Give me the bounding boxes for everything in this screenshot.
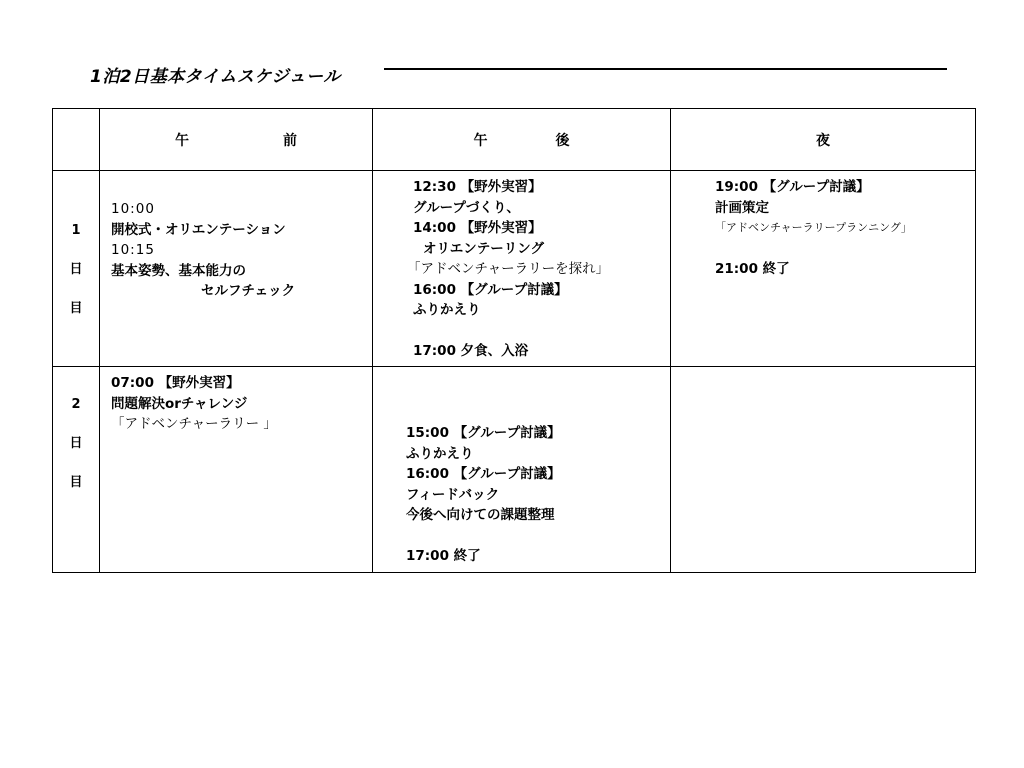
day1-afternoon-line: グループづくり、 <box>413 199 520 216</box>
day1-morning-line: 基本姿勢、基本能力の <box>111 262 246 279</box>
day2-afternoon-cell <box>373 367 671 573</box>
header-morning <box>100 109 373 171</box>
header-corner <box>53 109 100 171</box>
day1-row <box>53 171 976 367</box>
day2-label <box>53 367 100 573</box>
day2-morning-cell <box>100 367 373 573</box>
day2-afternoon-line: 今後へ向けての課題整理 <box>406 507 555 523</box>
day1-afternoon-line: ふりかえり <box>413 302 481 318</box>
day1-label-char2: 目 <box>69 301 83 316</box>
day2-row <box>53 367 976 573</box>
day1-night-line: 19:00 【グループ討議】 <box>715 179 870 195</box>
day1-night-line: 計画策定 <box>715 199 769 216</box>
header-afternoon-char1: 午 <box>473 132 488 149</box>
day2-night-cell <box>671 367 976 573</box>
day1-afternoon-line: 17:00 夕食、入浴 <box>413 343 529 359</box>
day2-afternoon-line: 16:00 【グループ討議】 <box>406 466 561 482</box>
day2-afternoon-line: フィードバック <box>406 486 500 503</box>
day1-morning-line: 10:15 <box>111 242 155 258</box>
day2-afternoon-line: 17:00 終了 <box>406 548 481 564</box>
schedule-table <box>52 108 976 573</box>
day1-night-cell <box>671 171 976 367</box>
header-row <box>53 109 976 171</box>
header-morning-char1: 午 <box>175 132 189 149</box>
day1-morning-line: 10:00 <box>111 201 155 217</box>
day1-morning-cell <box>100 171 373 367</box>
day1-afternoon-line: オリエンテーリング <box>423 240 544 257</box>
page-title: 1泊2日基本タイムスケジュール <box>90 67 341 87</box>
day1-afternoon-cell <box>373 171 671 367</box>
header-afternoon-char2: 後 <box>555 132 570 149</box>
title-underline <box>384 68 947 70</box>
day2-morning-line: 「アドベンチャーラリー 」 <box>111 416 277 432</box>
day1-afternoon-line: 「アドベンチャーラリーを探れ」 <box>407 261 610 277</box>
day2-afternoon-spacer <box>406 526 670 547</box>
day1-night-line: 「アドベンチャーラリープランニング」 <box>715 221 912 234</box>
day2-afternoon-line: ふりかえり <box>406 445 474 462</box>
day1-afternoon-line: 16:00 【グループ討議】 <box>413 281 568 298</box>
day1-afternoon-line: 14:00 【野外実習】 <box>413 220 542 236</box>
day1-label-number: 1 <box>71 223 81 238</box>
header-night: 夜 <box>671 109 976 171</box>
day1-morning-line: 開校式・オリエンテーション <box>111 221 286 238</box>
day2-label-char2: 目 <box>69 475 83 490</box>
day1-label-char1: 日 <box>69 262 83 277</box>
day1-night-line: 21:00 終了 <box>715 261 790 277</box>
day2-morning-line: 07:00 【野外実習】 <box>111 375 240 391</box>
day1-afternoon-spacer <box>413 321 670 342</box>
day2-afternoon-line: 15:00 【グループ討議】 <box>406 425 561 441</box>
day1-night-spacer <box>715 239 975 260</box>
day1-morning-line: セルフチェック <box>201 283 296 299</box>
day1-label <box>53 171 100 367</box>
day1-afternoon-line: 12:30 【野外実習】 <box>413 179 542 195</box>
day2-morning-line: 問題解決orチャレンジ <box>111 395 248 412</box>
header-morning-char2: 前 <box>283 132 297 149</box>
header-afternoon <box>373 109 671 171</box>
day2-label-char1: 日 <box>69 436 83 451</box>
day2-label-number: 2 <box>71 397 81 412</box>
